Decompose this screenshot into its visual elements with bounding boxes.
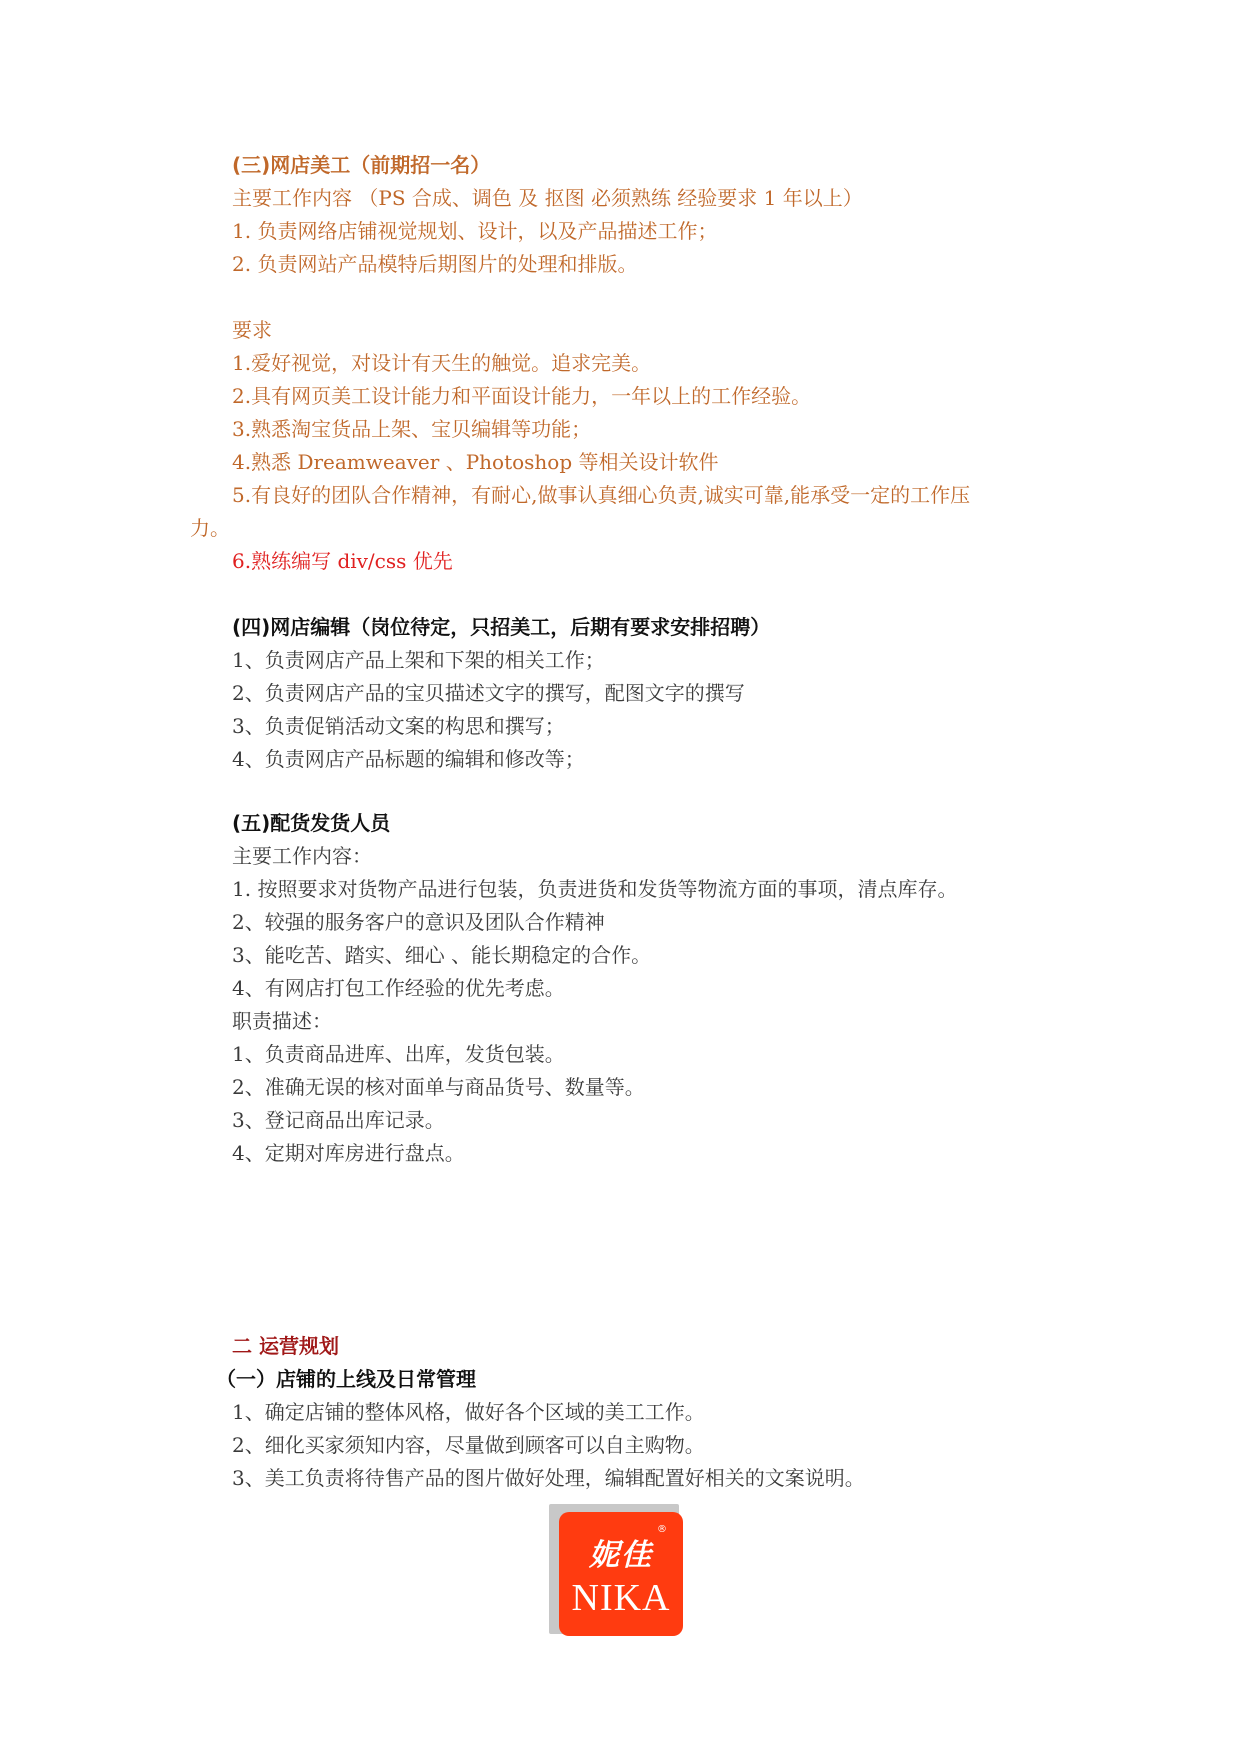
section4-item-2: 2、负责网店产品的宝贝描述文字的撰写，配图文字的撰写: [232, 681, 745, 705]
section3-req-6: 6.熟练编写 div/css 优先: [232, 549, 453, 573]
section3-req-label: 要求: [232, 318, 272, 342]
section5-desc-4: 4、定期对库房进行盘点。: [232, 1141, 465, 1165]
part2-subtitle: （一）店铺的上线及日常管理: [216, 1367, 476, 1391]
logo-badge: [559, 1512, 683, 1636]
section5-item-4: 4、有网店打包工作经验的优先考虑。: [232, 976, 565, 1000]
section3-duty-1: 1. 负责网络店铺视觉规划、设计，以及产品描述工作；: [232, 219, 718, 243]
section3-duty-2: 2. 负责网站产品模特后期图片的处理和排版。: [232, 252, 638, 276]
section3-req-4: 4.熟悉 Dreamweaver 、Photoshop 等相关设计软件: [232, 450, 719, 474]
logo-english-text: NIKA: [571, 1577, 671, 1619]
section5-item-2: 2、较强的服务客户的意识及团队合作精神: [232, 910, 605, 934]
section3-req-5: 5.有良好的团队合作精神，有耐心,做事认真细心负责,诚实可靠,能承受一定的工作压: [232, 483, 971, 507]
section5-intro: 主要工作内容：: [232, 844, 372, 868]
section4-title: (四)网店编辑（岗位待定，只招美工，后期有要求安排招聘）: [232, 615, 771, 639]
part2-item-2: 2、细化买家须知内容，尽量做到顾客可以自主购物。: [232, 1433, 705, 1457]
nika-logo: [553, 1508, 685, 1640]
section5-desc-3: 3、登记商品出库记录。: [232, 1108, 445, 1132]
section3-req-2: 2.具有网页美工设计能力和平面设计能力，一年以上的工作经验。: [232, 384, 812, 408]
section3-title: (三)网店美工（前期招一名）: [232, 153, 491, 177]
section5-desc-2: 2、准确无误的核对面单与商品货号、数量等。: [232, 1075, 645, 1099]
section3-req-3: 3.熟悉淘宝货品上架、宝贝编辑等功能；: [232, 417, 592, 441]
section4-item-1: 1、负责网店产品上架和下架的相关工作；: [232, 648, 605, 672]
section3-req-1: 1.爱好视觉，对设计有天生的触觉。追求完美。: [232, 351, 652, 375]
section3-req-5-cont: 力。: [190, 516, 230, 540]
part2-title: 二 运营规划: [232, 1334, 339, 1358]
part2-item-3: 3、美工负责将待售产品的图片做好处理，编辑配置好相关的文案说明。: [232, 1466, 865, 1490]
section5-desc-1: 1、负责商品进库、出库，发货包装。: [232, 1042, 565, 1066]
section5-title: (五)配货发货人员: [232, 811, 391, 835]
section5-desc-label: 职责描述：: [232, 1009, 332, 1033]
section4-item-3: 3、负责促销活动文案的构思和撰写；: [232, 714, 565, 738]
section5-item-1: 1. 按照要求对货物产品进行包装，负责进货和发货等物流方面的事项，清点库存。: [232, 877, 958, 901]
logo-registered-mark: ®: [657, 1524, 667, 1535]
part2-item-1: 1、确定店铺的整体风格，做好各个区域的美工工作。: [232, 1400, 705, 1424]
logo-chinese-text: 妮佳: [589, 1538, 653, 1573]
section4-item-4: 4、负责网店产品标题的编辑和修改等；: [232, 747, 585, 771]
section3-intro: 主要工作内容 （PS 合成、调色 及 抠图 必须熟练 经验要求 1 年以上）: [232, 186, 863, 210]
section5-item-3: 3、能吃苦、踏实、细心 、能长期稳定的合作。: [232, 943, 652, 967]
